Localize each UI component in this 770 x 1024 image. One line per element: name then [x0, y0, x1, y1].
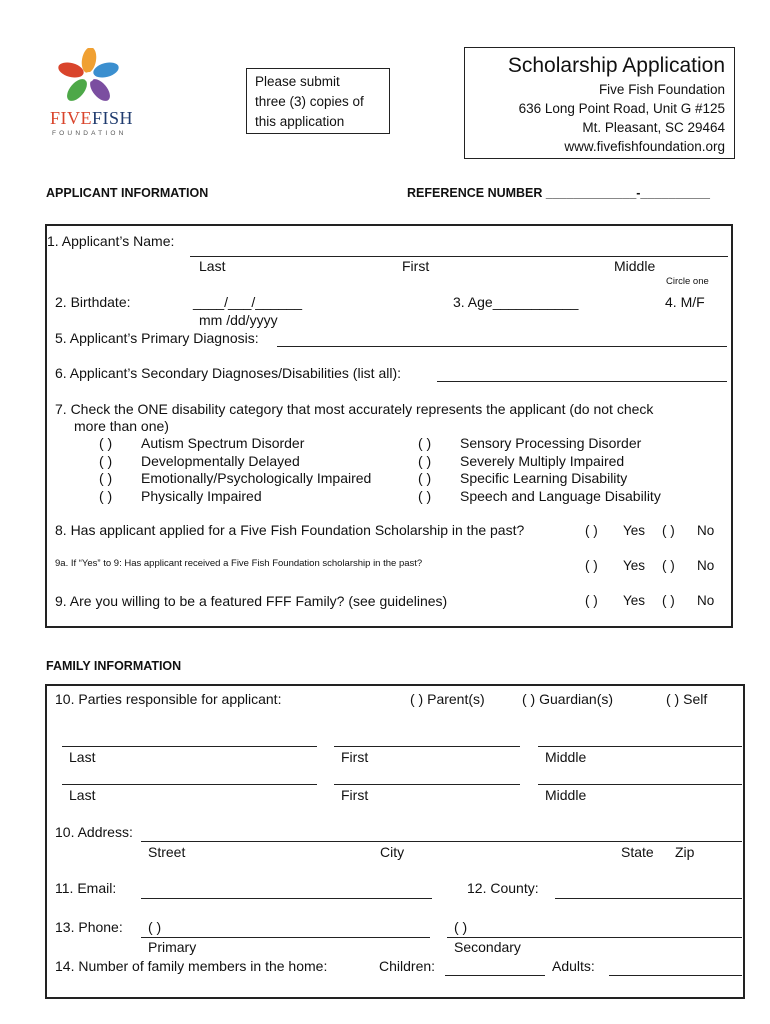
reference-number[interactable]: REFERENCE NUMBER _____________-__________	[407, 186, 710, 200]
children-field[interactable]	[445, 975, 545, 976]
category-autism: Autism Spectrum Disorder	[141, 435, 305, 451]
category-speech: Speech and Language Disability	[460, 488, 661, 504]
category-learning: Specific Learning Disability	[460, 470, 628, 486]
q9a-yes-label: Yes	[623, 558, 646, 573]
secondary-phone-label: Secondary	[454, 939, 521, 955]
email-label: 11. Email:	[55, 880, 117, 896]
category-severely-multiply: Severely Multiply Impaired	[460, 453, 625, 469]
secondary-phone-line[interactable]	[447, 937, 742, 938]
q9-no-label: No	[697, 593, 715, 608]
category-sensory: Sensory Processing Disorder	[460, 435, 642, 451]
party2-first-field[interactable]	[334, 784, 520, 785]
self-option[interactable]: ( ) Self	[666, 691, 708, 707]
submit-note-line2: three (3) copies of	[255, 94, 364, 109]
category-checkbox[interactable]: ( )	[99, 453, 113, 469]
secondary-phone-field[interactable]: ( )	[454, 919, 468, 935]
applicant-info-heading: APPLICANT INFORMATION	[46, 186, 209, 200]
birthdate-format: mm /dd/yyyy	[199, 312, 278, 328]
q7-line2: more than one)	[74, 418, 169, 434]
party2-last-label: Last	[69, 787, 96, 803]
q8-no-checkbox[interactable]: ( )	[662, 523, 675, 538]
q9-no-checkbox[interactable]: ( )	[662, 593, 675, 608]
adults-label: Adults:	[552, 958, 595, 974]
category-checkbox[interactable]: ( )	[418, 488, 432, 504]
name-middle-label: Middle	[614, 258, 656, 274]
category-checkbox[interactable]: ( )	[99, 470, 113, 486]
primary-phone-field[interactable]: ( )	[148, 919, 162, 935]
q8-label: 8. Has applicant applied for a Five Fish Foundation Scholarship in the past?	[55, 522, 525, 538]
q6-label: 6. Applicant’s Secondary Diagnoses/Disabilities (list all):	[55, 365, 402, 381]
submit-note-box	[246, 68, 390, 134]
party1-middle-label: Middle	[545, 749, 587, 765]
fish-flower-icon	[54, 48, 124, 106]
category-checkbox[interactable]: ( )	[418, 435, 432, 451]
party2-first-label: First	[341, 787, 369, 803]
q1-label: 1. Applicant’s Name:	[47, 233, 175, 249]
city-label: City	[380, 844, 405, 860]
five-fish-logo	[44, 48, 134, 140]
name-first-label: First	[402, 258, 430, 274]
q5-label: 5. Applicant’s Primary Diagnosis:	[55, 330, 259, 346]
party1-middle-field[interactable]	[538, 746, 742, 747]
party2-last-field[interactable]	[62, 784, 317, 785]
county-field[interactable]	[555, 898, 742, 899]
category-checkbox[interactable]: ( )	[418, 453, 432, 469]
applicant-name-field[interactable]	[190, 256, 728, 257]
parent-option[interactable]: ( ) Parent(s)	[410, 691, 485, 707]
name-last-label: Last	[199, 258, 226, 274]
q8-no-label: No	[697, 523, 715, 538]
secondary-diagnoses-field[interactable]	[437, 381, 727, 382]
age-field[interactable]: 3. Age___________	[453, 294, 579, 310]
family-info-heading: FAMILY INFORMATION	[46, 659, 182, 673]
q2-label: 2. Birthdate:	[55, 294, 131, 310]
gender-field[interactable]: 4. M/F	[665, 294, 705, 310]
submit-note-line1: Please submit	[255, 74, 340, 89]
q9a-no-checkbox[interactable]: ( )	[662, 558, 675, 573]
adults-field[interactable]	[609, 975, 742, 976]
primary-phone-label: Primary	[148, 939, 197, 955]
primary-phone-line[interactable]	[141, 937, 430, 938]
birthdate-field[interactable]: ____/___/______	[193, 294, 302, 310]
children-label: Children:	[379, 958, 436, 974]
phone-label: 13. Phone:	[55, 919, 123, 935]
q9-yes-checkbox[interactable]: ( )	[585, 593, 598, 608]
q9a-yes-checkbox[interactable]: ( )	[585, 558, 598, 573]
logo-fish: FISH	[92, 108, 134, 128]
logo-five: FIVE	[50, 108, 92, 128]
category-physical: Physically Impaired	[141, 488, 262, 504]
party2-middle-field[interactable]	[538, 784, 742, 785]
party1-last-label: Last	[69, 749, 96, 765]
q10-label: 10. Parties responsible for applicant:	[55, 691, 282, 707]
logo-foundation: FOUNDATION	[52, 130, 127, 137]
party1-first-field[interactable]	[334, 746, 520, 747]
q7-line1: 7. Check the ONE disability category that most accurately represents the applicant (do not check	[55, 401, 654, 417]
primary-diagnosis-field[interactable]	[277, 346, 727, 347]
family-members-label: 14. Number of family members in the home:	[55, 958, 328, 974]
q9a-label: 9a. If “Yes” to 9: Has applicant received a Five Fish Foundation scholarship in the past?	[55, 558, 423, 569]
category-checkbox[interactable]: ( )	[99, 435, 113, 451]
street-label: Street	[148, 844, 186, 860]
address-field[interactable]	[141, 841, 742, 842]
org-address2: Mt. Pleasant, SC 29464	[582, 120, 725, 135]
q9-label: 9. Are you willing to be a featured FFF Family? (see guidelines)	[55, 593, 448, 609]
guardian-option[interactable]: ( ) Guardian(s)	[522, 691, 614, 707]
q8-yes-checkbox[interactable]: ( )	[585, 523, 598, 538]
email-field[interactable]	[141, 898, 432, 899]
party1-first-label: First	[341, 749, 369, 765]
category-checkbox[interactable]: ( )	[418, 470, 432, 486]
submit-note-line3: this application	[255, 114, 345, 129]
zip-label: Zip	[675, 844, 695, 860]
party2-middle-label: Middle	[545, 787, 587, 803]
q9a-no-label: No	[697, 558, 715, 573]
org-address1: 636 Long Point Road, Unit G #125	[518, 101, 725, 116]
q8-yes-label: Yes	[623, 523, 646, 538]
state-label: State	[621, 844, 654, 860]
org-website: www.fivefishfoundation.org	[564, 139, 725, 154]
category-developmental: Developmentally Delayed	[141, 453, 300, 469]
category-checkbox[interactable]: ( )	[99, 488, 113, 504]
category-emotional: Emotionally/Psychologically Impaired	[141, 470, 372, 486]
county-label: 12. County:	[467, 880, 539, 896]
q9-yes-label: Yes	[623, 593, 646, 608]
party1-last-field[interactable]	[62, 746, 317, 747]
circle-one-note: Circle one	[666, 276, 709, 287]
header-box	[464, 47, 735, 159]
form-title: Scholarship Application	[507, 54, 725, 77]
address-label: 10. Address:	[55, 824, 133, 840]
org-name: Five Fish Foundation	[598, 82, 725, 97]
